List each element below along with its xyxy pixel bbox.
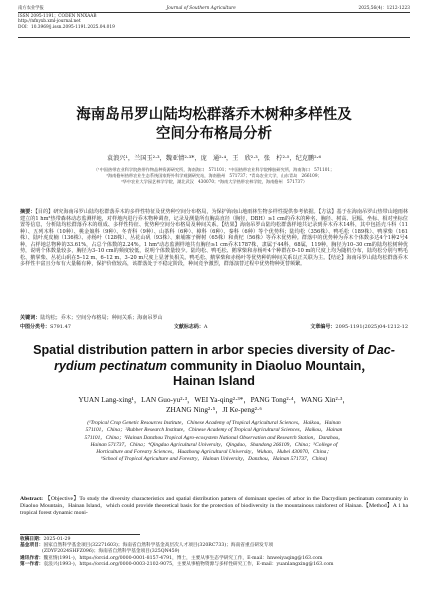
chinese-abstract: [20, 209, 408, 268]
classification-line: [20, 323, 408, 330]
chinese-affiliations: （¹中国热带农业科学院热带作物品种资源研究所，海南海口 571101；²中国热带农业科学院橡胶研究所，海南海口 571101； ³海南儋州热带农业生态系统国家野外科学观测研究站，海南儋州 571737；⁴青岛农业大学，山东青岛 266109； ⁵华中农业大学园艺林学学院，湖北武汉 430070；⁶海南大学热带农林学院，海南儋州 571737）: [93, 167, 335, 185]
issn-line: ISSN 2095-1191；CODEN NNXAAB: [18, 14, 97, 19]
journal-issue: 2025,56(4)：1212-1223: [358, 6, 410, 11]
english-title: Spatial distribution pattern in arbor species diversity of Dac- rydium pectinatum community in Diaoluo Mountain， Hainan Island: [33, 343, 395, 388]
chinese-keywords: 关键词：陆均松；乔木；空间分布格局；种间关系；海南吊罗山: [20, 315, 163, 321]
document-code: 文献标志码：A: [173, 324, 208, 330]
footnote-rule: [20, 534, 140, 535]
clc-number: 中图分类号：S791.47: [20, 324, 71, 330]
journal-name-cn: 南方农业学报: [18, 6, 44, 11]
abstract-label-en: Abstract:: [20, 496, 44, 502]
article-number: 文章编号：2095-1191(2025)04-1212-12: [310, 324, 408, 330]
funding: 基金项目：国家自然科学基金项目(32271603)；海南省自然科学基金高层次人才项目(320RC733)；海南省重点研发专项: [20, 543, 274, 549]
header-rule-bottom: [18, 37, 410, 38]
header-rule: [18, 12, 410, 13]
chinese-title: 海南岛吊罗山陆均松群落乔木树种多样性及 空间分布格局分析: [76, 107, 352, 142]
journal-url[interactable]: http://nfnyxb.xml-journal.net: [18, 19, 81, 25]
chinese-authors: 袁浪兴¹，兰国玉²·³，魏亚情²·³*，庞 通²·⁴，王 欣²·³，张 柠²·⁵，纪克鹏²·⁶: [106, 155, 322, 162]
abstract-label-cn: 摘要：: [20, 209, 36, 215]
abstract-text-cn: 【目的】研究海南吊罗山陆均松群落乔木的多样性特征及优势种空间分布格局，为保护海南山地雨林生物多样性提供参考依据。【方法】基于在海南吊罗山热带山地雨林建立的1 hm²热带森林动态监测样地，对样地内进行乔木物种调查，记录及测量所有胸高直径（胸径，DBH）≥1 cm的乔木的种名、胸径、树高、冠幅、坐标、相对坐标位置等信息，分析陆均松群落乔木的组成、多样性特征、优势种空间分布格局及种间关系。【结果】海南吊罗山陆均松群落样地共记录到乔木乔木14科，其中包括壳斗科（11种）、五列木科（10种）、桃金娘科（9种）、冬青科（9种）、山茶科（6种）、樟科（6种）、秦科（6种）等个优势科；陆均松（356株）、鸭毛松（189株）、鸭掌柴（161株）、陆叶虎皮楠（136株）、赤杨叶（128株）、丛花山矾（93株）、柬埔寨子樨树（65株）和黄杞（56株）等乔木优势种。群落中的优势种为乔木个体数多达4个1种2号4种，占样地总物种的33.61%，占总个体数的2.24%。1 hm²动态监测样地共有胸径≥1 cm乔木1787株，隶属于44科，68属，119种，胸径为10–30 cm的陆均松树种优势，说明个体数量较多，胸径为3–10 cm的频度较低，说明个体数量较少。陆均松、鸭毛松、鹅掌柴和赤杨叶4个种群在0–10 m的尺度上均为随机分布，陆均松分别与鸭毛松、鹅掌柴、丛花山矾在5–12 m、6–12 m、3–20 m尺度上显著负相关。鸭毛松、鹅掌柴和赤杨叶等优势种的种间关系以正关联为主。【结论】海南吊罗山陆均松群落乔木多样性丰富且分布有大量稀有种，保护价值较高，该群落处于不稳定阶段，种间竞争激烈，群落演替过程中优势物种更替频繁。: [20, 209, 408, 268]
corresponding-author: 通讯作者：魏亚情(1991-)，https://orcid.org/0000-0001-8157-4791，博士，主要从事生态学研究工作，E-mail：hnweiyaqing@163.com: [20, 555, 323, 561]
footnotes: 收稿日期：2025-01-29 基金项目：国家自然科学基金项目(32271603)；海南省自然科学基金高层次人才项目(320RC733)；海南省重点研发专项 (ZDYF2024SHFZ096)；海南省自然科学基金项目(325QN459) 通讯作者：魏亚情(1991-)，https://orcid.org/0000-0001-8157-4791，博士，主要从事生态学研究工作，E-mail：hnweiyaqing@163.com 第一作者：袁浪兴(1993-)，https://orcid.org/0000-0003-2102-9075，主要从事植物资源与多样性研究工作，E-mail：yuanlangxing@163.com: [20, 537, 412, 568]
first-author: 第一作者：袁浪兴(1993-)，https://orcid.org/0000-0003-2102-9075，主要从事植物资源与多样性研究工作，E-mail：yuanlangxing@163.com: [20, 561, 334, 567]
english-abstract: [20, 496, 408, 518]
received-date: 收稿日期：2025-01-29: [20, 537, 71, 542]
abstract-text-en: 【Objective】To study the diversity characteristics and spatial distribution pattern of dominant species of arbor in the Dacrydium pectinatum community in Diaoluo Mountain，Hainan Island，which could provide theoretical basis for the protection of biodiversity in the mountainous rainforest of Hainan.【Method】A 1 ha tropical forest dynamic moni-: [20, 496, 409, 517]
english-affiliations: (¹Tropical Crop Genetic Resources Institute，Chinese Academy of Tropical Agricultural Sciences，Haikou，Hainan 571101，China；²Rubber Research Institute，Chinese Academy of Tropical Agricultural Sciences，Haikou，Hainan 571101，China；³Hainan Danzhou Tropical Agro-ecosystem National Observation and Research Station，Danzhou， Hainan 571737，China；⁴Qingdao Agricultural University，Qingdao，Shandong 266109，China；⁵College of Horticulture and Forestry Sciences，Huazhong Agricultural University，Wuhan，Hubei 430070，China； ⁶School of Tropical Agriculture and Forestry，Hainan University，Danzhou，Hainan 571737，China): [84, 420, 344, 463]
journal-header: [18, 6, 410, 30]
journal-name-en: Journal of Southern Agriculture: [166, 6, 236, 11]
doi-line[interactable]: DOI：10.3969/j.issn.2095-1191.2025.04.019: [18, 24, 115, 30]
english-authors: YUAN Lang-xing¹，LAN Guo-yu²·³，WEI Ya-qing²·³*，PANG Tong²·⁴，WANG Xin²·³， ZHANG Ning²·⁵，JI Ke-peng²·⁶: [78, 395, 350, 414]
